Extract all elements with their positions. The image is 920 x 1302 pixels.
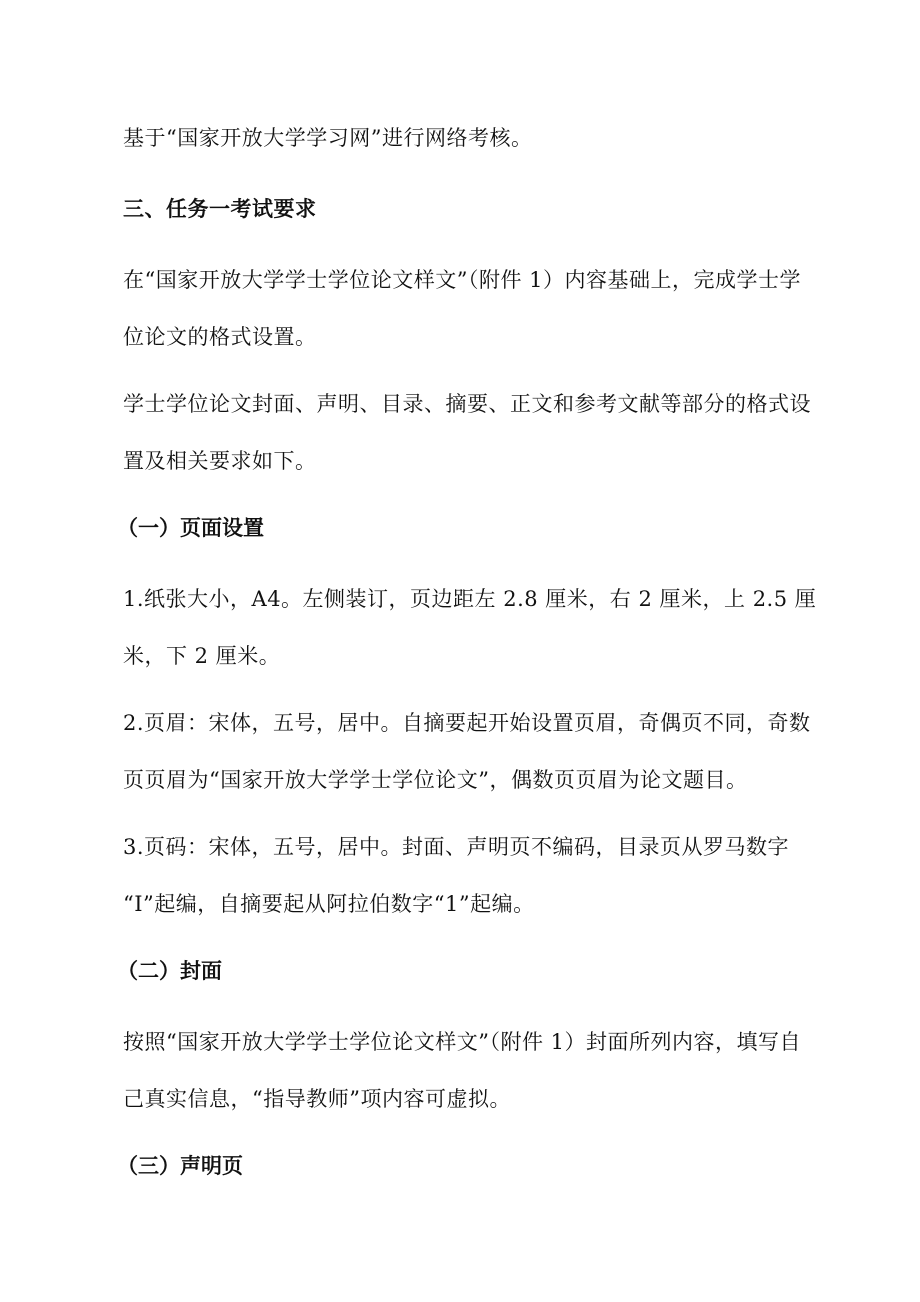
basis-paragraph — [123, 252, 843, 366]
subheading-page-setup: （一）页面设置 — [117, 516, 264, 540]
text-line: 在“国家开放大学学士学位论文样文”（附件 1）内容基础上，完成学士学 — [123, 268, 802, 292]
document-body — [117, 110, 843, 1209]
text-line: 己真实信息，“指导教师”项内容可虚拟。 — [123, 1087, 511, 1111]
text-line: 3.页码：宋体，五号，居中。封面、声明页不编码，目录页从罗马数字 — [123, 835, 790, 859]
subheading-cover: （二）封面 — [117, 959, 222, 983]
subheading-statement-page: （三）声明页 — [117, 1154, 243, 1178]
text-line: 基于“国家开放大学学习网”进行网络考核。 — [123, 126, 533, 150]
text-line: 2.页眉：宋体，五号，居中。自摘要起开始设置页眉，奇偶页不同，奇数 — [123, 711, 811, 735]
text-line: 页页眉为“国家开放大学学士学位论文”，偶数页页眉为论文题目。 — [123, 768, 748, 792]
list-item-page-number — [123, 819, 843, 933]
list-item-paper-size — [123, 571, 843, 685]
section-heading-task-requirements: 三、任务一考试要求 — [123, 197, 317, 221]
text-line: “I”起编，自摘要起从阿拉伯数字“1”起编。 — [123, 892, 535, 916]
cover-paragraph — [123, 1014, 843, 1128]
scope-paragraph — [123, 376, 843, 490]
list-item-header — [123, 695, 843, 809]
text-line: 1.纸张大小，A4。左侧装订，页边距左 2.8 厘米，右 2 厘米，上 2.5 厘 — [123, 587, 817, 611]
text-line: 按照“国家开放大学学士学位论文样文”（附件 1）封面所列内容，填写自 — [123, 1030, 802, 1054]
text-line: 位论文的格式设置。 — [123, 325, 317, 349]
text-line: 米，下 2 厘米。 — [123, 644, 281, 668]
intro-paragraph — [123, 110, 843, 167]
text-line: 学士学位论文封面、声明、目录、摘要、正文和参考文献等部分的格式设 — [123, 392, 811, 416]
text-line: 置及相关要求如下。 — [123, 449, 317, 473]
